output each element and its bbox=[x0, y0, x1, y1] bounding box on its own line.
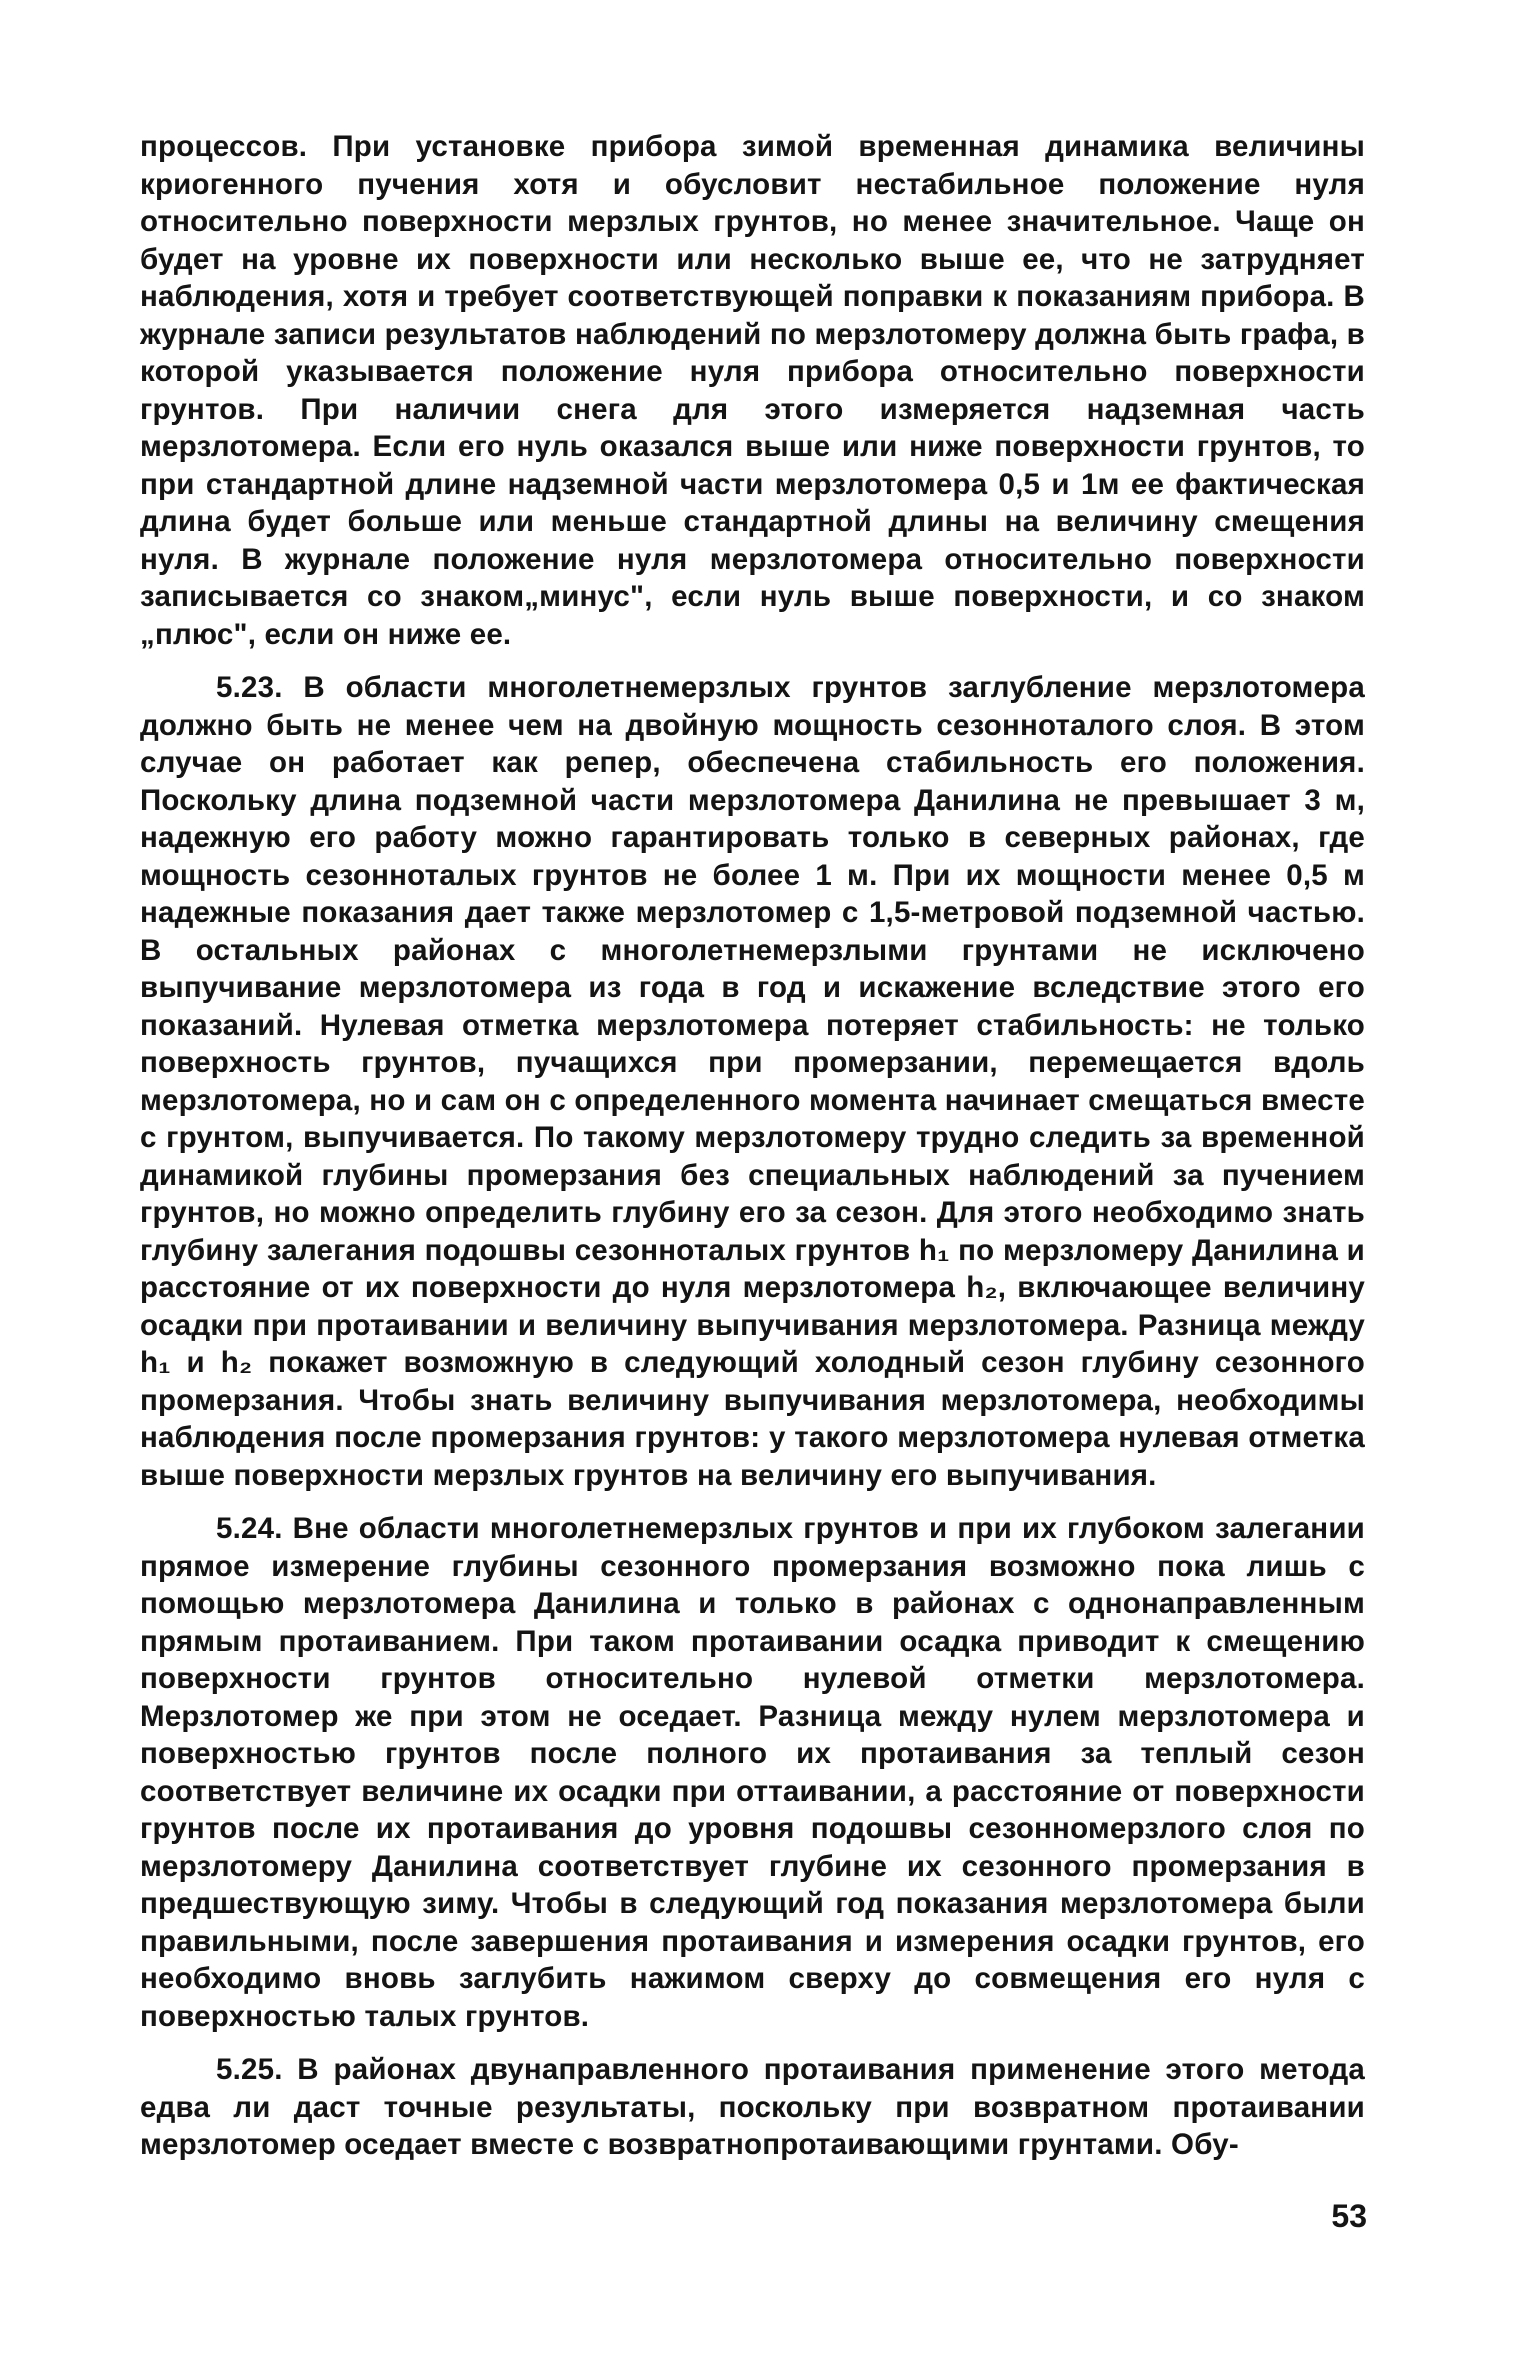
paragraph-section-5-24: 5.24. Вне области многолетнемерзлых грунтов и при их глубоком залегании прямое измерение глубины сезонного промерзания возможно пока лишь с помощью мерзлотомера Данилина и только в районах с однонаправленным прямым протаиванием. При таком протаивании осадка приводит к смещению поверхности грунтов относительно нулевой отметки мерзлотомера. Мерзлотомер же при этом не оседает. Разница между нулем мерзлотомера и поверхностью грунтов после полного их протаивания за теплый сезон соответствует величине их осадки при оттаивании, а расстояние от поверхности грунтов после их протаивания до уровня подошвы сезонномерзлого слоя по мерзлотомеру Данилина соответствует глубине их сезонного промерзания в предшествующую зиму. Чтобы в следующий год показания мерзлотомера были правильными, после завершения протаивания и измерения осадки грунтов, его необходимо вновь заглубить нажимом сверху до совмещения его нуля с поверхностью талых грунтов. bbox=[140, 1512, 1365, 2033]
page-number: 53 bbox=[1331, 2198, 1367, 2234]
page-body bbox=[140, 128, 1365, 2180]
paragraph-continuation: процессов. При установке прибора зимой временная динамика величины криогенного пучения хотя и обусловит нестабильное положение нуля относительно поверхности мерзлых грунтов, но менее значительное. Чаще он будет на уровне их поверхности или несколько выше ее, что не затрудняет наблюдения, хотя и требует соответствующей поправки к показаниям прибора. В журнале записи результатов наблюдений по мерзлотомеру должна быть графа, в которой указывается положение нуля прибора относительно поверхности грунтов. При наличии снега для этого измеряется надземная часть мерзлотомера. Если его нуль оказался выше или ниже поверхности грунтов, то при стандартной длине надземной части мерзлотомера 0,5 и 1м ее фактическая длина будет больше или меньше стандартной длины на величину смещения нуля. В журнале положение нуля мерзлотомера относительно поверхности записывается со знаком„минус", если нуль выше поверхности, и со знаком „плюс", если он ниже ее. bbox=[140, 130, 1365, 651]
paragraph-section-5-25: 5.25. В районах двунаправленного протаивания применение этого метода едва ли даст точные результаты, поскольку при возвратном протаивании мерзлотомер оседает вместе с возвратнопротаивающими грунтами. Обу- bbox=[140, 2053, 1365, 2161]
paragraph-section-5-23: 5.23. В области многолетнемерзлых грунтов заглубление мерзлотомера должно быть не менее чем на двойную мощность сезонноталого слоя. В этом случае он работает как репер, обеспечена стабильность его положения. Поскольку длина подземной части мерзлотомера Данилина не превышает 3 м, надежную его работу можно гарантировать только в северных районах, где мощность сезонноталых грунтов не более 1 м. При их мощности менее 0,5 м надежные показания дает также мерзлотомер с 1,5-метровой подземной частью. В остальных районах с многолетнемерзлыми грунтами не исключено выпучивание мерзлотомера из года в год и искажение вследствие этого его показаний. Нулевая отметка мерзлотомера потеряет стабильность: не только поверхность грунтов, пучащихся при промерзании, перемещается вдоль мерзлотомера, но и сам он с определенного момента начинает смещаться вместе с грунтом, выпучивается. По такому мерзлотомеру трудно следить за временной динамикой глубины промерзания без специальных наблюдений за пучением грунтов, но можно определить глубину его за сезон. Для этого необходимо знать глубину залегания подошвы сезонноталых грунтов h₁ по мерзломеру Данилина и расстояние от их поверхности до нуля мерзлотомера h₂, включающее величину осадки при протаивании и величину выпучивания мерзлотомера. Разница между h₁ и h₂ покажет возможную в следующий холодный сезон глубину сезонного промерзания. Чтобы знать величину выпучивания мерзлотомера, необходимы наблюдения после промерзания грунтов: у такого мерзлотомера нулевая отметка выше поверхности мерзлых грунтов на величину его выпучивания. bbox=[140, 671, 1365, 1492]
